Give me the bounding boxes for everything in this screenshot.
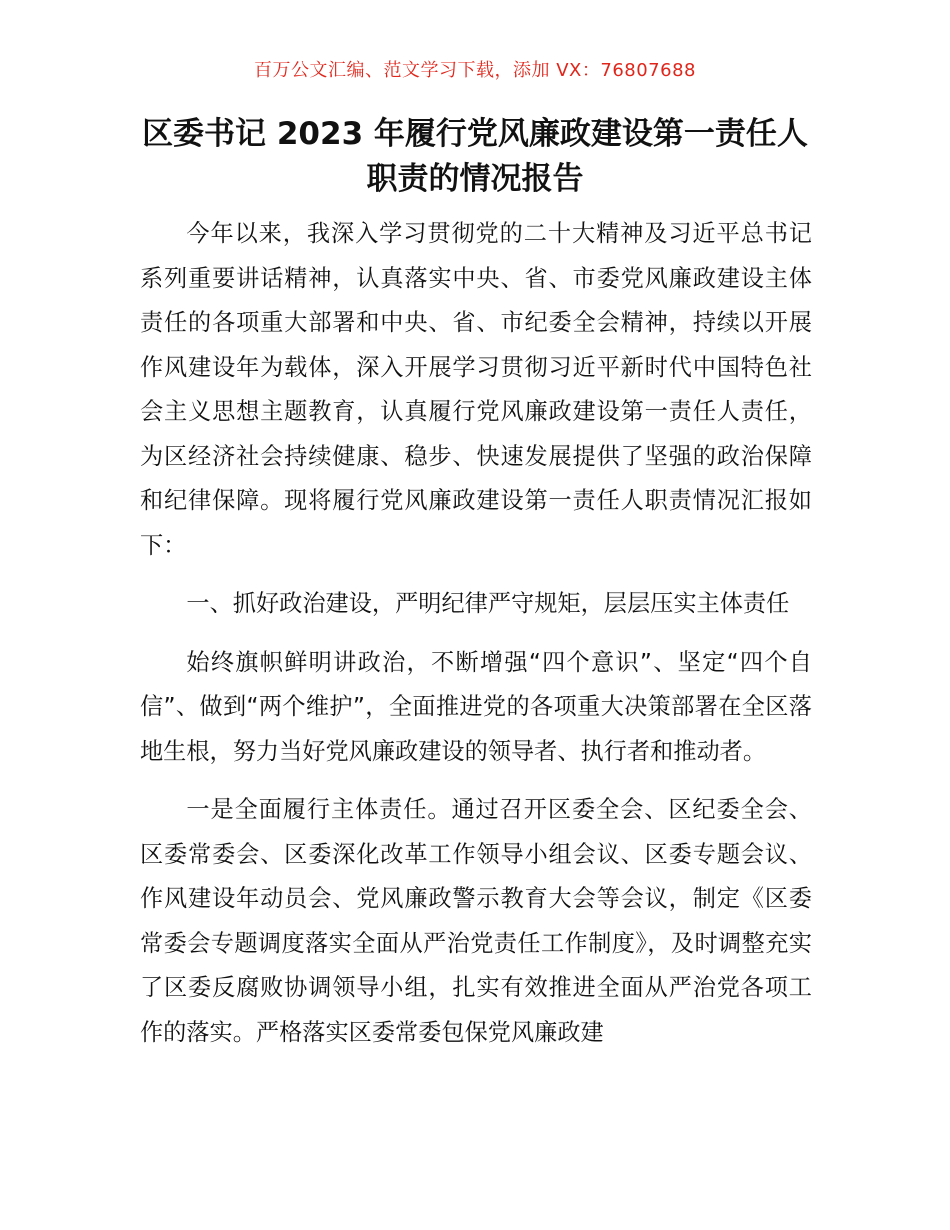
paragraph-intro: 今年以来，我深入学习贯彻党的二十大精神及习近平总书记系列重要讲话精神，认真落实中央、省、市委党风廉政建设主体责任的各项重大部署和中央、省、市纪委全会精神，持续以开展作风建设年为载体，深入开展学习贯彻习近平新时代中国特色社会主义思想主题教育，认真履行党风廉政建设第一责任人责任，为区经济社会持续健康、稳步、快速发展提供了坚强的政治保障和纪律保障。现将履行党风廉政建设第一责任人职责情况汇报如下： [140, 220, 812, 559]
watermark-header: 百万公文汇编、范文学习下载，添加 VX：76807688 [254, 60, 696, 81]
document-title [60, 112, 890, 202]
document-body [140, 212, 812, 1057]
paragraph-section-1-intro: 始终旗帜鲜明讲政治，不断增强“四个意识”、坚定“四个自信”、做到“两个维护”，全面推进党的各项重大决策部署在全区落地生根，努力当好党风廉政建设的领导者、执行者和推动者。 [140, 648, 812, 765]
title-line-2: 职责的情况报告 [366, 161, 584, 197]
title-line-1: 区委书记 2023 年履行党风廉政建设第一责任人 [142, 116, 808, 152]
paragraph-point-1: 一是全面履行主体责任。通过召开区委全会、区纪委全会、区委常委会、区委深化改革工作领导小组会议、区委专题会议、作风建设年动员会、党风廉政警示教育大会等会议，制定《区委常委会专题调度落实全面从严治党责任工作制度》，及时调整充实了区委反腐败协调领导小组，扎实有效推进全面从严治党各项工作的落实。严格落实区委常委包保党风廉政建 [140, 796, 812, 1046]
section-heading-1: 一、抓好政治建设，严明纪律严守规矩，层层压实主体责任 [186, 590, 790, 617]
